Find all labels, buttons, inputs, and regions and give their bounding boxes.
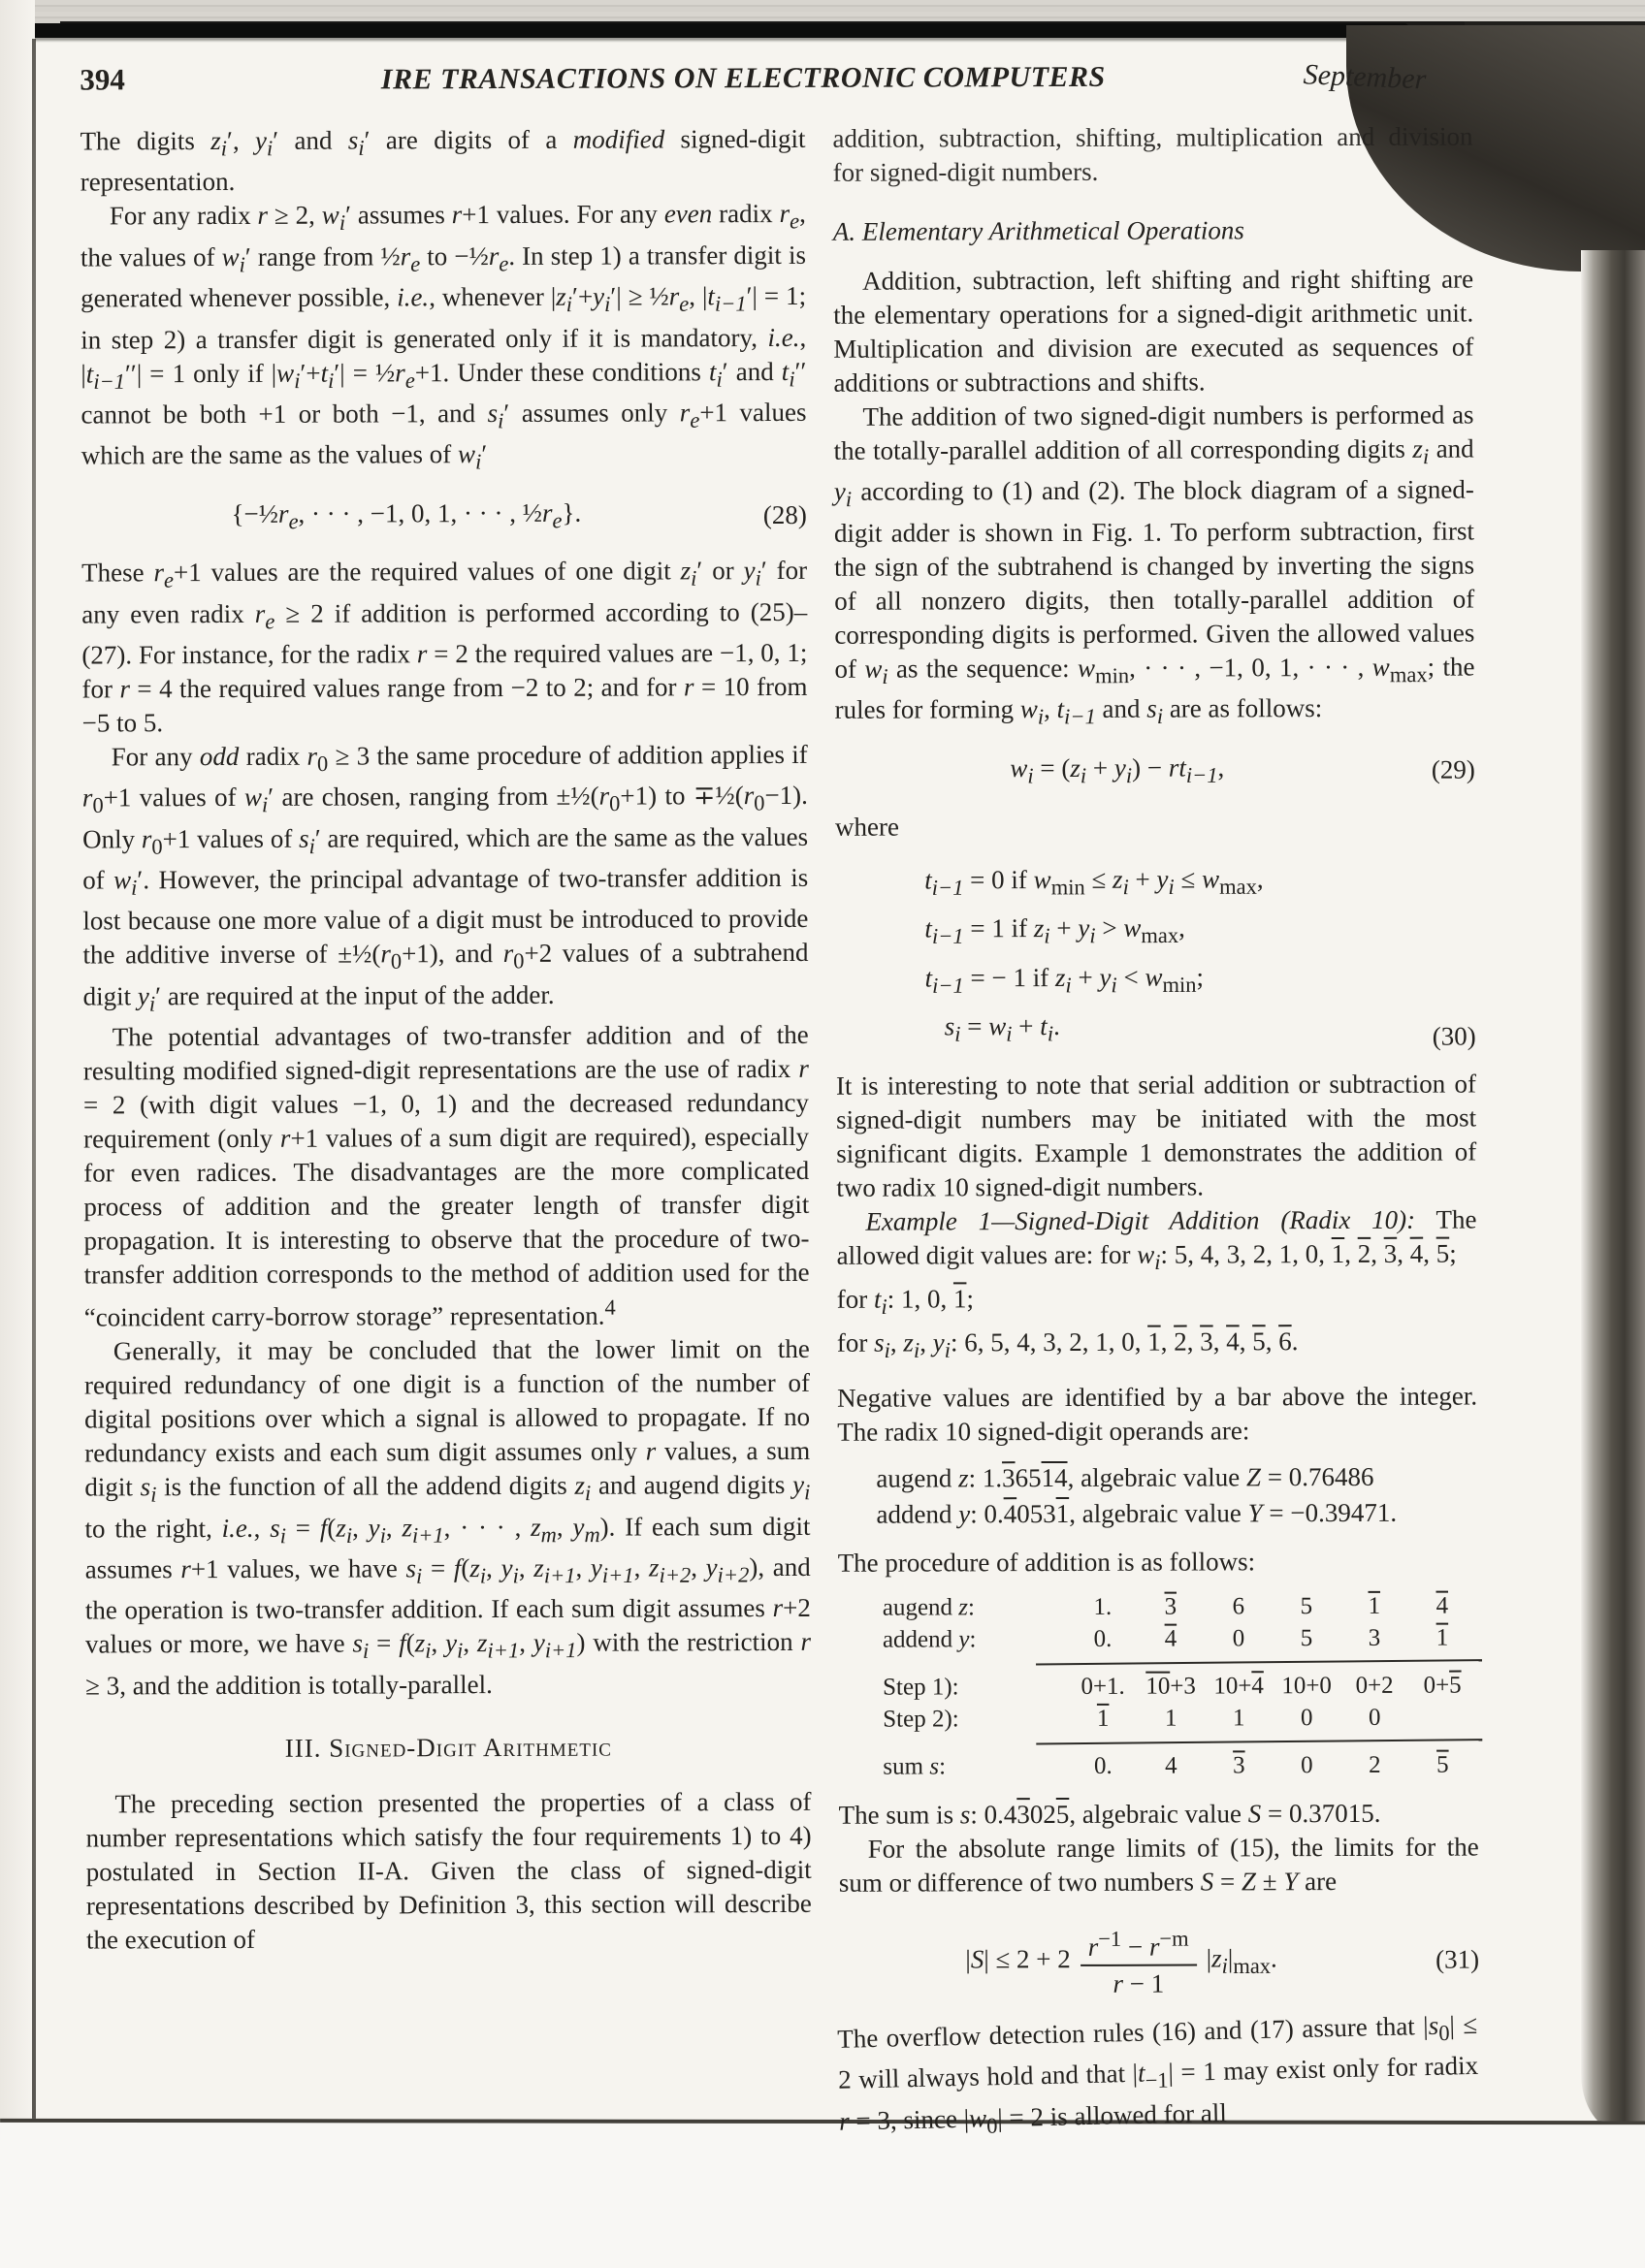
paragraph: The addition of two signed-digit numbers is performed as the totally-parallel addition of all corresponding digits $z_i$ and $y_i$ according to (1) and (2). The block diagram of a signed-digit adder is shown in Fig. 1. To perform subtraction, first the sign of the subtrahend is changed by inverting the signs of all nonzero digits, then totally-parallel addition of corresponding digits is performed. Given the allowed values of $w_i$ as the sequence: $w_{min}$, · · · , −1, 0, 1, · · · , $w_{max}$; the rules for forming $w_i$, $t_{i-1}$ and $s_i$ are as follows: xyxy=(833,399,1475,729)
table-cell: 1. xyxy=(1093,1593,1113,1620)
table-cell: 0+2 xyxy=(1355,1672,1394,1699)
table-cell: 5 xyxy=(1436,1751,1449,1778)
table-cell: 0 xyxy=(1368,1704,1381,1731)
paragraph: The digits $z_i'$, $y_i'$ and $s_i'$ are digits of a modified signed-digit representation. xyxy=(80,123,806,197)
paragraph: The procedure of addition is as follows: xyxy=(837,1546,1256,1578)
page-content xyxy=(80,58,1479,2149)
table-row-step1 xyxy=(883,1669,1478,1703)
table-cell: 3 xyxy=(1368,1624,1381,1651)
table-rule xyxy=(1036,1659,1482,1665)
paragraph: where xyxy=(834,812,900,842)
left-column xyxy=(80,122,812,2148)
equation-body: {$-\frac{1}{2}r_e$, · · · , −1, 0, 1, · · · , $\frac{1}{2}r_e$}. xyxy=(231,497,582,533)
equation-body: |S| ≤ 2 + 2 $\frac{r^{-1} - r^{-m}}{r - 1}$ $|z_i|_{max}$. xyxy=(839,1923,1403,1998)
table-cell: 6 xyxy=(1232,1593,1245,1620)
table-cell: 5 xyxy=(1300,1624,1313,1651)
scan-top-streaks xyxy=(0,0,1645,25)
right-column xyxy=(832,119,1479,2145)
equation-number: (30) xyxy=(1432,1021,1476,1051)
digit-values-line: for $s_i$, $z_i$, $y_i$: 6, 5, 4, 3, 2, 1, 0, 1, 2, 3, 4, 5, 6. xyxy=(836,1326,1299,1363)
table-row-step2 xyxy=(883,1701,1478,1735)
paragraph: Generally, it may be concluded that the lower limit on the required redundancy of one digit is a function of the number of digital positions over which a signal is allowed to propagate. If no redundancy exists and each sum digit assumes only r values, a sum digit $s_i$ is the function of all the addend digits $z_i$ and augend digits $y_i$ to the right, i.e., $s_i = f(z_i$, $y_i$, $z_{i+1}$, · · · , $z_m$, $y_m$). If each sum digit assumes r+1 values, we have $s_i = f(z_i$, $y_i$, $z_{i+1}$, $y_{i+1}$, $z_{i+2}$, $y_{i+2}$), and the operation is two-transfer addition. If each sum digit assumes r+2 values or more, we have $s_i = f(z_i$, $y_i$, $z_{i+1}$, $y_{i+1}$) with the restriction r ≥ 3, and the addition is totally-parallel. xyxy=(83,1334,811,1701)
equation-number: (29) xyxy=(1431,754,1475,784)
digit-values-line: for $t_i$: 1, 0, 1; xyxy=(836,1284,975,1319)
paragraph: For any radix r ≥ 2, $w_i'$ assumes r+1 values. For any even radix $r_e$, the values of $w_i'$ range from $\frac{1}{2}r_e$ to $-\frac{1}{2}r_e$. In step 1) a transfer digit is generated whenever possible, i.e., whenever $|z_i'+y_i'|$ ≥ $\frac{1}{2}r_e$, $|t_{i-1}'| = 1$; in step 2) a transfer digit is generated only if it is mandatory, i.e., $|t_{i-1}''| = 1$ only if $|w_i'+t_i'|$ = $\frac{1}{2}r_e+1$. Under these conditions $t_i'$ and $t_i''$ cannot be both +1 or both −1, and $s_i'$ assumes only $r_e+1$ values which are the same as the values of $w_i'$ xyxy=(80,199,807,474)
table-cell: 0+5 xyxy=(1423,1672,1462,1699)
equation-number: (31) xyxy=(1435,1944,1480,1974)
page-left-margin-shade xyxy=(0,0,35,2120)
equation-lines xyxy=(835,858,1401,1056)
operand-line: addend y: 0.40531, algebraic value Y = −0.39471. xyxy=(876,1497,1398,1529)
scan-top-edge-band xyxy=(0,23,1408,38)
table-cell: 1 xyxy=(1368,1592,1381,1619)
page-number: 394 xyxy=(80,62,125,97)
table-cell: 0. xyxy=(1093,1625,1113,1652)
paragraph: For the absolute range limits of (15), the limits for the sum or difference of two numbers S = Z ± Y are xyxy=(838,1832,1479,1898)
equation-28 xyxy=(81,495,807,539)
equation-line: $s_i = w_i + t_i$. xyxy=(944,1011,1060,1046)
equation-line: $t_{i-1} = 1$ if $z_i + y_i > w_{max}$, xyxy=(924,912,1185,949)
paragraph: The sum is s: 0.43025, algebraic value S = 0.37015. xyxy=(838,1798,1381,1830)
paragraph: It is interesting to note that serial addition or subtraction of signed-digit numbers may be initiated with the most significant digits. Example 1 demonstrates the addition of two radix 10 signed-digit numbers. xyxy=(835,1069,1477,1202)
table-cell: 10+3 xyxy=(1145,1673,1196,1700)
table-cell: 1 xyxy=(1232,1705,1245,1732)
table-cell: 1 xyxy=(1435,1624,1449,1651)
table-cell: 2 xyxy=(1369,1751,1381,1778)
paragraph: Negative values are identified by a bar above the integer. The radix 10 signed-digit operands are: xyxy=(837,1381,1478,1447)
page-gutter-shadow xyxy=(1581,250,1645,2131)
subsection-heading: A. Elementary Arithmetical Operations xyxy=(832,215,1244,246)
table-cell: 0 xyxy=(1301,1751,1313,1778)
table-row-sum xyxy=(883,1748,1478,1782)
journal-title: IRE TRANSACTIONS ON ELECTRONIC COMPUTERS xyxy=(380,60,1106,96)
paragraph: The overflow detection rules (16) and (17) assure that $|s_0| \le 2$ will always hold and that $|t_{-1}| = 1$ may exist only for radix r = 3, since $|w_0| = 2$ is allowed for all xyxy=(836,2009,1479,2138)
paragraph: The potential advantages of two-transfer addition and of the resulting modified signed-digit representations are the use of radix r = 2 (with digit values −1, 0, 1) and the decreased redundancy requirement (only r+1 values of a sum digit are required), especially for even radices. The disadvantages are the more complicated process of addition and the greater length of transfer digit propagation. It is interesting to observe that the procedure of two-transfer addition corresponds to the method of addition used for the “coincident carry-borrow storage” representation.$^4$ xyxy=(82,1020,810,1332)
table-rule xyxy=(1036,1739,1482,1744)
table-cell: 10+0 xyxy=(1281,1672,1332,1699)
issue-month: September xyxy=(1303,58,1427,96)
table-cell: 0. xyxy=(1093,1752,1113,1779)
equation-31 xyxy=(839,1923,1479,1998)
table-cell: 3 xyxy=(1233,1752,1245,1779)
row-label: Step 1): xyxy=(883,1674,959,1701)
table-cell: 3 xyxy=(1164,1593,1177,1620)
table-row-addend xyxy=(883,1621,1478,1655)
row-label: augend z: xyxy=(882,1593,976,1621)
row-label: addend y: xyxy=(882,1625,977,1653)
equation-body: $w_i = (z_i + y_i) - rt_{i-1}$, xyxy=(1010,751,1225,788)
paragraph: addition, subtraction, shifting, multiplication and division for signed-digit numbers. xyxy=(832,121,1473,187)
equation-30 xyxy=(835,857,1476,1055)
table-cell xyxy=(1408,1701,1476,1733)
table-cell: 0 xyxy=(1232,1625,1245,1652)
table-cell: 1 xyxy=(1096,1705,1110,1732)
page-left-edge-line xyxy=(32,39,36,2120)
paragraph: The preceding section presented the properties of a class of number representations which satisfy the four requirements 1) to 4) postulated in Section II-A. Given the class of signed-digit representations described by Definition 3, this section will describe the execution of xyxy=(85,1786,812,1955)
table-cell: 1 xyxy=(1164,1705,1177,1732)
addition-procedure-table xyxy=(883,1589,1479,1782)
paragraph: These $r_e+1$ values are the required values of one digit $z_i'$ or $y_i'$ for any even radix $r_e \ge 2$ if addition is performed according to (25)–(27). For instance, for the radix r = 2 the required values are −1, 0, 1; for r = 4 the required values range from −2 to 2; and for r = 10 from −5 to 5. xyxy=(81,556,808,738)
table-row-augend xyxy=(883,1589,1478,1623)
operands-block xyxy=(876,1458,1477,1532)
table-cell: 4 xyxy=(1165,1752,1177,1779)
equation-number: (28) xyxy=(762,500,807,530)
equation-line: $t_{i-1} = 0$ if $w_{min} \le z_i + y_i \le w_{max}$, xyxy=(924,864,1264,900)
table-cell: 0 xyxy=(1300,1704,1313,1731)
paragraph: Addition, subtraction, left shifting and right shifting are the elementary operations for a signed-digit arithmetic unit. Multiplication and division are executed as sequences of additions or subtractions and shifts. xyxy=(833,264,1474,398)
table-cell: 10+4 xyxy=(1213,1672,1264,1700)
paragraph: Example 1—Signed-Digit Addition (Radix 10): The allowed digit values are: for $w_i$: 5, 4, 3, 2, 1, 0, 1, 2, 3, 4, 5; xyxy=(836,1204,1477,1274)
table-cell: 4 xyxy=(1164,1625,1177,1652)
table-cell: 5 xyxy=(1300,1592,1313,1619)
page-header xyxy=(80,58,1472,98)
two-column-body xyxy=(80,119,1479,2148)
equation-29 xyxy=(835,750,1475,793)
equation-line: $t_{i-1}$ = − 1 if $z_i + y_i < w_{min}$; xyxy=(924,962,1205,998)
table-cell: 0+1. xyxy=(1081,1673,1125,1700)
section-heading: III. Signed-Digit Arithmetic xyxy=(284,1732,612,1763)
operand-line: augend z: 1.36514, algebraic value Z = 0.76486 xyxy=(876,1461,1374,1493)
row-label: sum s: xyxy=(883,1753,947,1780)
row-label: Step 2): xyxy=(883,1706,959,1733)
table-cell: 4 xyxy=(1435,1592,1449,1619)
paragraph: For any odd radix $r_0 \ge 3$ the same procedure of addition applies if $r_0+1$ values of $w_i'$ are chosen, ranging from $\pm\frac{1}{2}(r_0+1)$ to $\mp\frac{1}{2}(r_0-1)$. Only $r_0+1$ values of $s_i'$ are required, which are the same as the values of $w_i'$. However, the principal advantage of two-transfer addition is lost because one more value of a digit must be introduced to provide the additive inverse of $\pm\frac{1}{2}(r_0+1)$, and $r_0+2$ values of a subtrahend digit $y_i'$ are required at the input of the adder. xyxy=(81,739,809,1016)
